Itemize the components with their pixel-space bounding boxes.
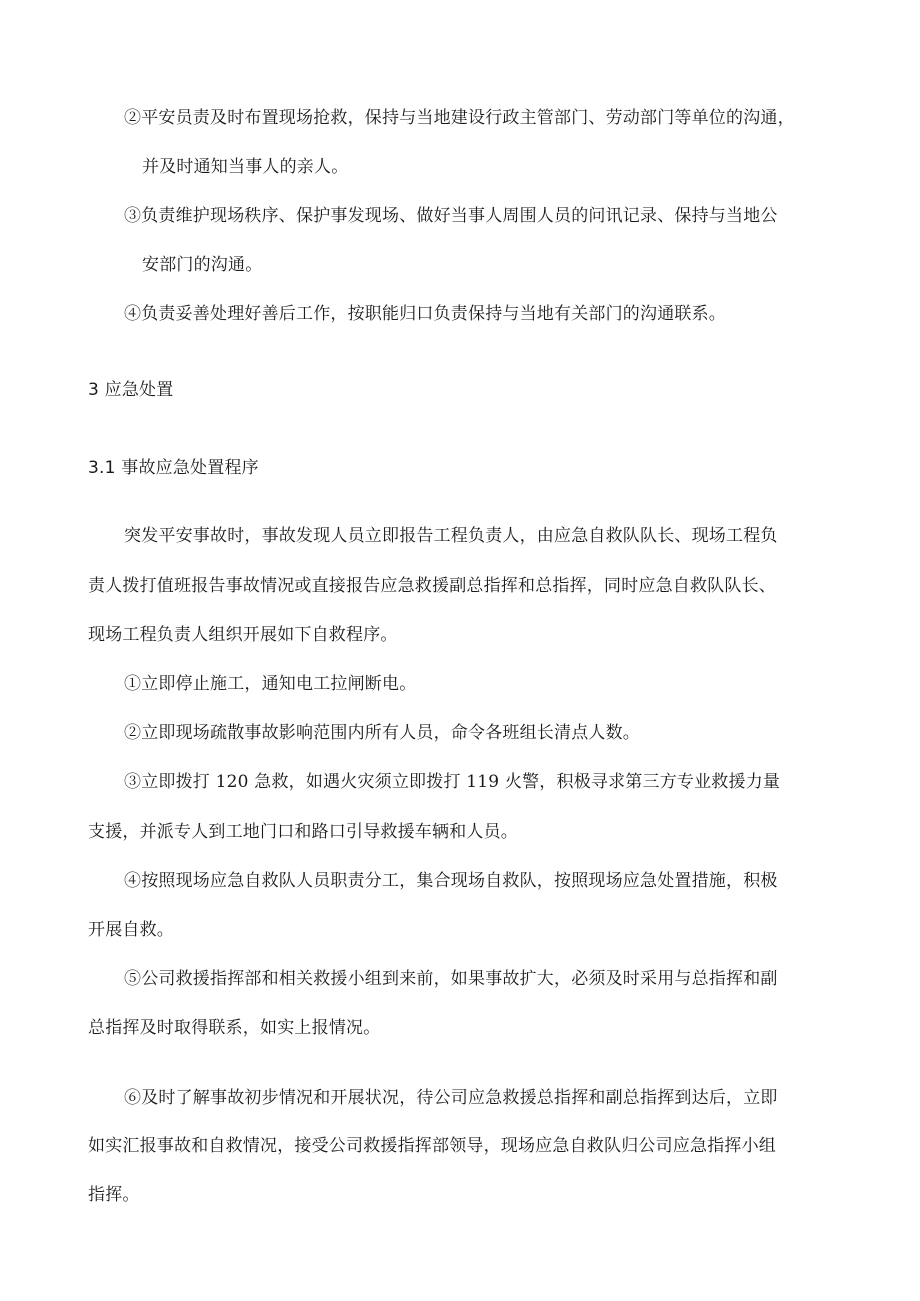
procedure-step-6-line-2: 如实汇报事故和自救情况，接受公司救援指挥部领导，现场应急自救队归公司应急指挥小组 (88, 1136, 776, 1156)
procedure-step-1: ①立即停止施工，通知电工拉闸断电。 (124, 674, 417, 694)
procedure-step-5-line-2: 总指挥及时取得联系，如实上报情况。 (88, 1018, 381, 1038)
list-item-4-line-1: ④负责妥善处理好善后工作，按职能归口负责保持与当地有关部门的沟通联系。 (124, 304, 726, 324)
section-heading: 3 应急处置 (88, 380, 174, 400)
procedure-step-4-line-1: ④按照现场应急自救队人员职责分工，集合现场自救队，按照现场应急处置措施，积极 (124, 871, 778, 891)
procedure-step-6-line-1: ⑥及时了解事故初步情况和开展状况，待公司应急救援总指挥和副总指挥到达后，立即 (124, 1088, 778, 1108)
subsection-heading: 3.1 事故应急处置程序 (88, 458, 259, 478)
procedure-step-2: ②立即现场疏散事故影响范围内所有人员，命令各班组长清点人数。 (124, 723, 640, 743)
procedure-step-3-line-1: ③立即拨打 120 急救，如遇火灾须立即拨打 119 火警，积极寻求第三方专业救援力量 (124, 772, 781, 792)
procedure-step-3-line-2: 支援，并派专人到工地门口和路口引导救援车辆和人员。 (88, 822, 518, 842)
procedure-step-4-line-2: 开展自救。 (88, 920, 174, 940)
list-item-2-line-2: 并及时通知当事人的亲人。 (142, 157, 349, 177)
list-item-2-line-1: ②平安员责及时布置现场抢救，保持与当地建设行政主管部门、劳动部门等单位的沟通， (124, 108, 795, 128)
procedure-step-6-line-3: 指挥。 (88, 1185, 140, 1205)
intro-paragraph-line-1: 突发平安事故时，事故发现人员立即报告工程负责人，由应急自救队队长、现场工程负 (124, 526, 778, 546)
list-item-3-line-2: 安部门的沟通。 (142, 255, 263, 275)
intro-paragraph-line-2: 责人拨打值班报告事故情况或直接报告应急救援副总指挥和总指挥，同时应急自救队队长、 (88, 576, 776, 596)
intro-paragraph-line-3: 现场工程负责人组织开展如下自救程序。 (88, 625, 398, 645)
procedure-step-5-line-1: ⑤公司救援指挥部和相关救援小组到来前，如果事故扩大，必须及时采用与总指挥和副 (124, 969, 778, 989)
list-item-3-line-1: ③负责维护现场秩序、保护事发现场、做好当事人周围人员的问讯记录、保持与当地公 (124, 206, 778, 226)
